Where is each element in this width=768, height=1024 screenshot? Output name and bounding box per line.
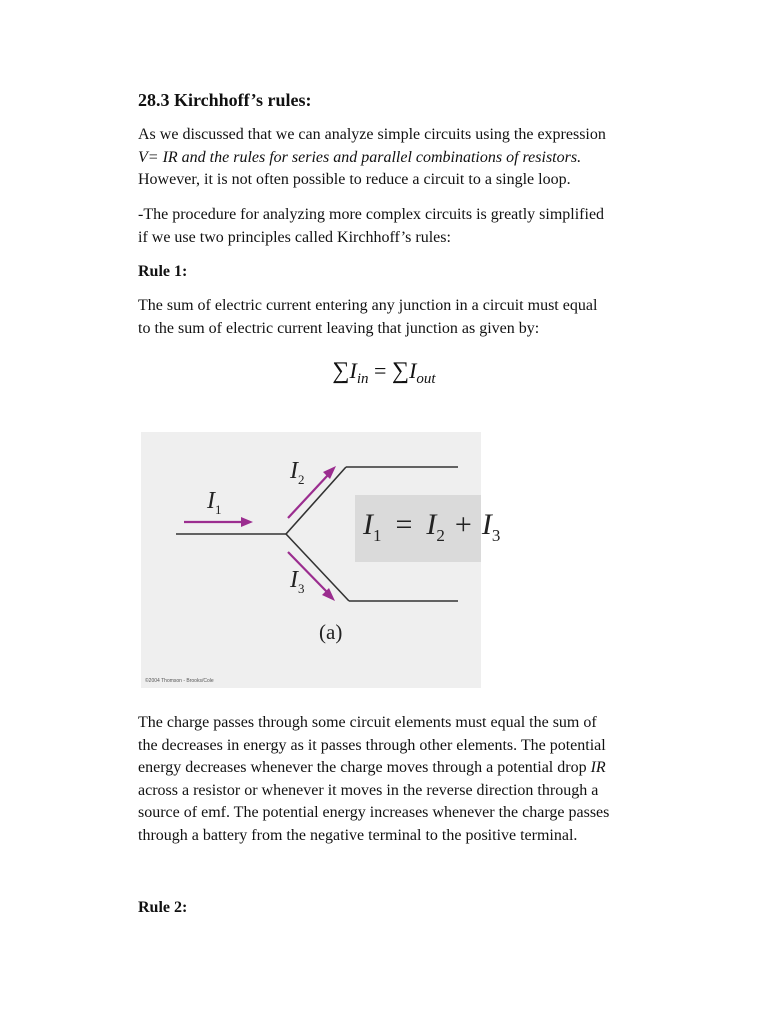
eq-equals: = (395, 508, 413, 541)
intro-paragraph (138, 124, 638, 192)
i2-label (290, 458, 305, 488)
energy-line-4: across a resistor or whenever it moves in the reverse direction through a (138, 781, 599, 799)
junction-rule-formula (0, 358, 768, 388)
i1-subscript: 1 (215, 501, 222, 517)
energy-line-6: through a battery from the negative terminal to the positive terminal. (138, 826, 578, 844)
rule1-line-2: to the sum of electric current leaving that junction as given by: (138, 319, 540, 337)
rule2-title: Rule 2: (138, 899, 188, 916)
junction-figure (141, 432, 501, 688)
equals-sign: = (368, 358, 392, 383)
energy-line-3-text: energy decreases whenever the charge moves through a potential drop (138, 759, 591, 776)
junction-equation (363, 508, 500, 546)
rule1-line-1: The sum of electric current entering any junction in a circuit must equal (138, 297, 598, 314)
energy-line-1: The charge passes through some circuit elements must equal the sum of (138, 714, 597, 731)
intro-line-2: V= IR and the rules for series and parallel combinations of resistors. (138, 148, 582, 166)
energy-line-3 (138, 757, 638, 780)
procedure-line-2: if we use two principles called Kirchhoff’s rules: (138, 228, 451, 246)
eq-i1: I (363, 508, 373, 541)
i3-letter: I (290, 567, 298, 593)
eq-plus: + (454, 508, 472, 541)
i2-letter: I (290, 458, 298, 484)
energy-line-3-ir: IR (590, 759, 606, 776)
sum-symbol-right: ∑ (391, 358, 410, 384)
energy-paragraph (138, 712, 638, 847)
eq-i3: I (481, 508, 492, 541)
procedure-paragraph (138, 204, 638, 249)
figure-caption: (a) (319, 620, 343, 644)
rule1-title: Rule 1: (138, 263, 188, 280)
energy-line-5: source of emf. The potential energy increases whenever the charge passes (138, 804, 610, 821)
eq-i2-sub: 2 (436, 526, 445, 545)
eq-i3-sub: 3 (491, 526, 501, 545)
intro-line-1: As we discussed that we can analyze simple circuits using the expression (138, 126, 606, 143)
sum-symbol-left: ∑ (332, 358, 350, 384)
procedure-line-1: -The procedure for analyzing more complex circuits is greatly simplified (138, 206, 605, 223)
current-out-symbol: I (409, 358, 417, 383)
i3-label (290, 567, 305, 597)
i3-subscript: 3 (298, 580, 305, 596)
section-heading: 28.3 Kirchhoff’s rules: (138, 90, 312, 110)
subscript-in: in (356, 371, 369, 387)
energy-line-2: the decreases in energy as it passes through other elements. The potential (138, 736, 606, 754)
junction-diagram (141, 432, 481, 688)
figure-copyright: ©2004 Thomson - Brooks/Cole (145, 678, 214, 684)
i1-letter: I (207, 488, 215, 514)
subscript-out: out (416, 371, 436, 387)
intro-line-3: However, it is not often possible to reduce a circuit to a single loop. (138, 171, 571, 188)
current-in-symbol: I (349, 358, 357, 383)
rule1-paragraph (138, 295, 638, 340)
eq-i1-sub: 1 (373, 526, 382, 545)
eq-i2: I (426, 508, 437, 541)
i2-subscript: 2 (298, 471, 305, 487)
i1-label (207, 488, 222, 518)
